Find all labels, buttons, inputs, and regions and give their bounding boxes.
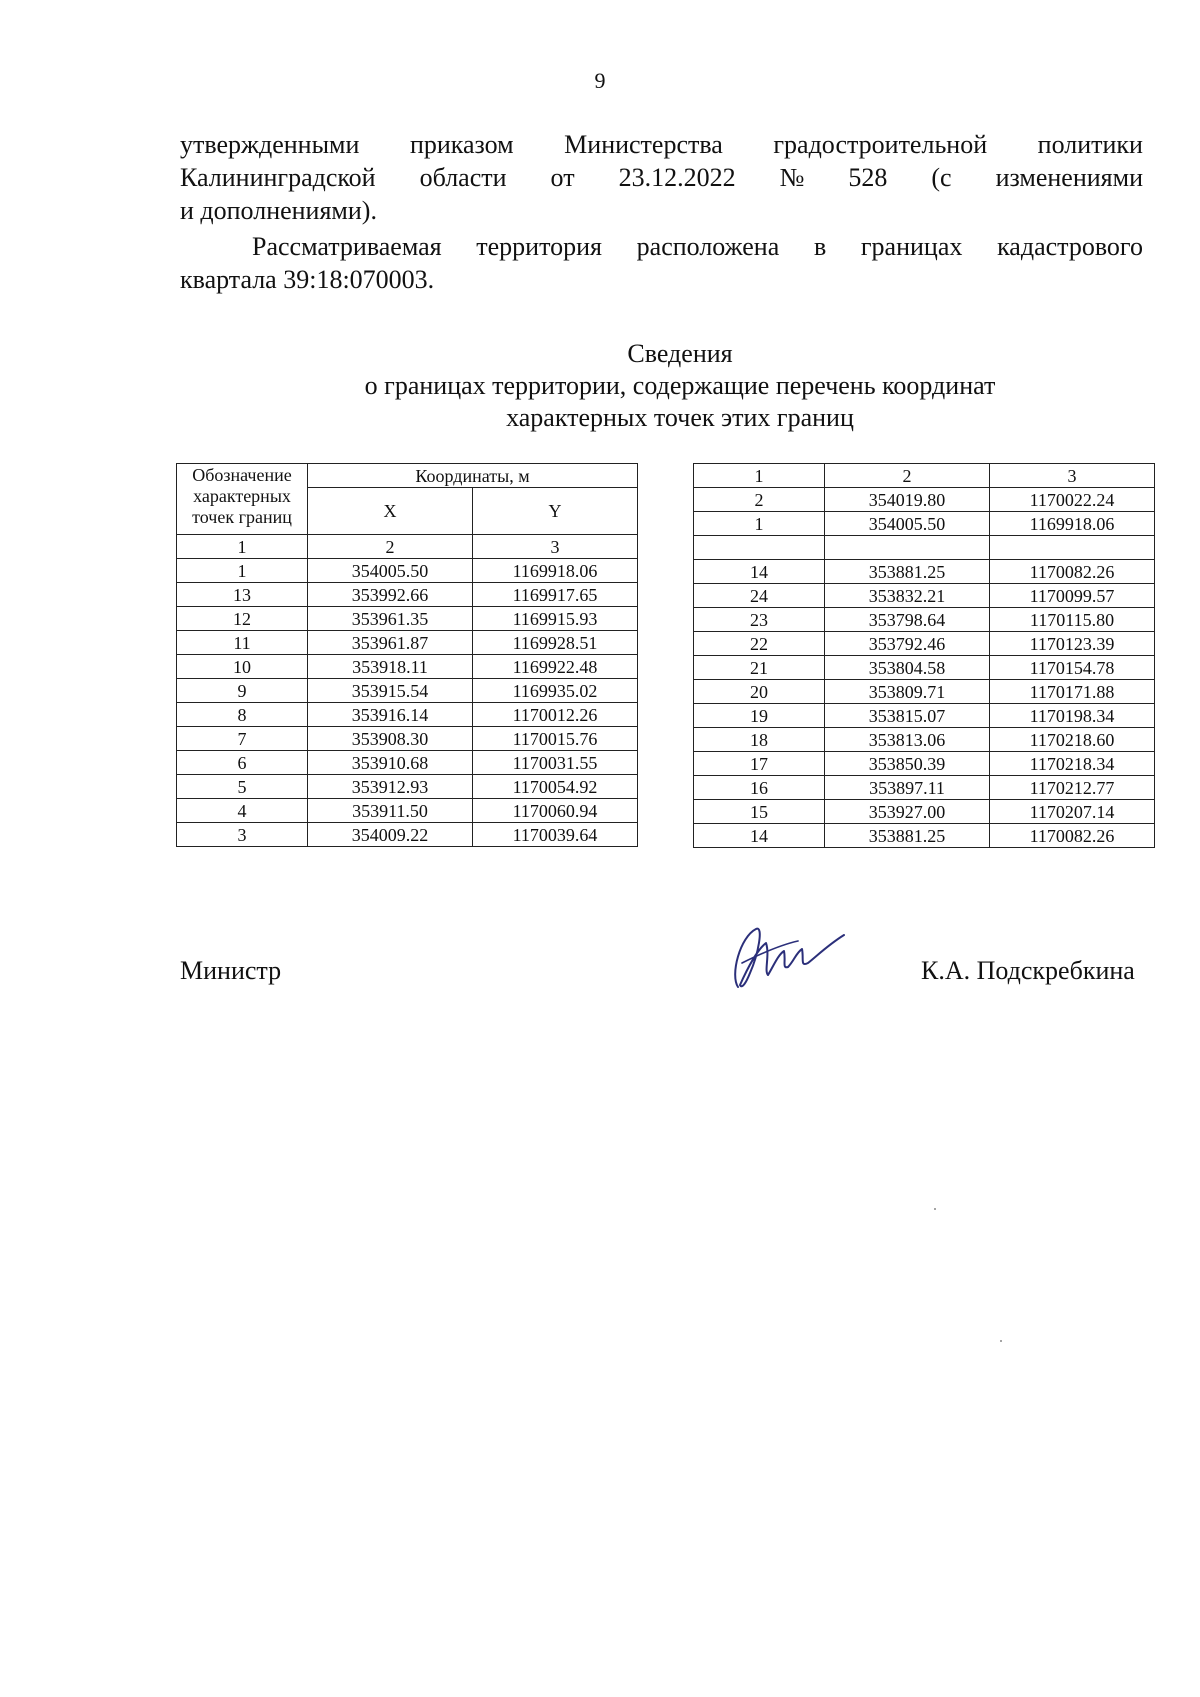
coordinate-y: 1170171.88 xyxy=(990,680,1155,704)
point-number: 14 xyxy=(694,560,825,584)
intro-line-3: и дополнениями). xyxy=(180,196,377,225)
coordinate-x: 353813.06 xyxy=(825,728,990,752)
table-row xyxy=(694,656,1155,680)
table-row xyxy=(694,752,1155,776)
point-number: 20 xyxy=(694,680,825,704)
intro-paragraph xyxy=(180,128,1143,227)
coordinate-y: 1170123.39 xyxy=(990,632,1155,656)
point-number: 21 xyxy=(694,656,825,680)
point-number: 14 xyxy=(694,824,825,848)
coordinate-y: 1169915.93 xyxy=(473,607,638,631)
coordinate-y xyxy=(990,536,1155,560)
point-number: 12 xyxy=(177,607,308,631)
point-number: 16 xyxy=(694,776,825,800)
coordinate-x: 354005.50 xyxy=(308,559,473,583)
coordinate-y: 1170082.26 xyxy=(990,824,1155,848)
point-number: 24 xyxy=(694,584,825,608)
point-number: 1 xyxy=(694,512,825,536)
point-number: 17 xyxy=(694,752,825,776)
coordinates-table-left xyxy=(176,463,638,847)
coordinate-x: 353897.11 xyxy=(825,776,990,800)
table-row xyxy=(177,727,638,751)
table-row xyxy=(177,799,638,823)
coordinate-y: 1170012.26 xyxy=(473,703,638,727)
coordinate-y: 1170212.77 xyxy=(990,776,1155,800)
point-number: 9 xyxy=(177,679,308,703)
table-row xyxy=(177,703,638,727)
column-number: 1 xyxy=(177,535,308,559)
table-row xyxy=(694,488,1155,512)
coordinate-y: 1170022.24 xyxy=(990,488,1155,512)
point-number: 18 xyxy=(694,728,825,752)
scan-speck xyxy=(934,1208,936,1210)
coordinate-y: 1170015.76 xyxy=(473,727,638,751)
coordinate-y: 1169917.65 xyxy=(473,583,638,607)
section-heading xyxy=(180,338,1180,434)
coordinate-y: 1170099.57 xyxy=(990,584,1155,608)
signatory-title: Министр xyxy=(180,956,282,985)
heading-line-2: о границах территории, содержащие перечень координат xyxy=(364,371,996,400)
coordinate-x: 353927.00 xyxy=(825,800,990,824)
table-row xyxy=(177,559,638,583)
coordinate-y: 1170039.64 xyxy=(473,823,638,847)
heading-line-3: характерных точек этих границ xyxy=(506,403,854,432)
table-row xyxy=(694,776,1155,800)
table-row xyxy=(694,800,1155,824)
coordinate-y: 1170031.55 xyxy=(473,751,638,775)
coordinate-y: 1170198.34 xyxy=(990,704,1155,728)
coordinate-x: 353850.39 xyxy=(825,752,990,776)
intro-line-2: Калининградской области от 23.12.2022 № 528 (с изменениями xyxy=(180,163,1143,192)
coordinate-x: 353815.07 xyxy=(825,704,990,728)
table-row xyxy=(177,607,638,631)
coordinate-x: 353918.11 xyxy=(308,655,473,679)
coordinate-x: 353881.25 xyxy=(825,560,990,584)
coordinate-y: 1170115.80 xyxy=(990,608,1155,632)
coordinate-x: 353832.21 xyxy=(825,584,990,608)
intro-line-1: утвержденными приказом Министерства градостроительной политики xyxy=(180,130,1143,159)
point-number: 23 xyxy=(694,608,825,632)
territory-line-1: Рассматриваемая территория расположена в границах кадастрового xyxy=(252,232,1143,261)
point-number: 10 xyxy=(177,655,308,679)
coordinate-x: 353912.93 xyxy=(308,775,473,799)
table-row xyxy=(694,728,1155,752)
table-row xyxy=(694,632,1155,656)
table-row xyxy=(694,680,1155,704)
header-y: Y xyxy=(473,488,638,535)
coordinate-y: 1170218.60 xyxy=(990,728,1155,752)
point-number: 8 xyxy=(177,703,308,727)
coordinate-y: 1170154.78 xyxy=(990,656,1155,680)
page-number: 9 xyxy=(594,68,606,93)
scan-speck xyxy=(1000,1340,1002,1342)
coordinate-y: 1170054.92 xyxy=(473,775,638,799)
coordinate-x: 353911.50 xyxy=(308,799,473,823)
coordinate-x: 354005.50 xyxy=(825,512,990,536)
table-row xyxy=(694,512,1155,536)
table-row xyxy=(694,824,1155,848)
coordinate-y: 1170060.94 xyxy=(473,799,638,823)
coordinate-y: 1169918.06 xyxy=(990,512,1155,536)
column-number: 3 xyxy=(473,535,638,559)
coordinate-x: 353908.30 xyxy=(308,727,473,751)
coordinate-x: 353910.68 xyxy=(308,751,473,775)
table-row xyxy=(177,655,638,679)
table-row xyxy=(177,823,638,847)
point-number: 1 xyxy=(177,559,308,583)
table-row xyxy=(177,751,638,775)
coordinate-y: 1169928.51 xyxy=(473,631,638,655)
territory-paragraph xyxy=(180,230,1143,296)
table-row xyxy=(694,560,1155,584)
point-number: 15 xyxy=(694,800,825,824)
territory-line-2: квартала 39:18:070003. xyxy=(180,265,435,294)
coordinate-x: 353992.66 xyxy=(308,583,473,607)
point-number: 2 xyxy=(694,488,825,512)
column-number: 1 xyxy=(694,464,825,488)
table-row xyxy=(694,584,1155,608)
point-number: 22 xyxy=(694,632,825,656)
handwritten-signature xyxy=(728,915,848,995)
column-number: 2 xyxy=(825,464,990,488)
point-number: 5 xyxy=(177,775,308,799)
coordinate-x: 353915.54 xyxy=(308,679,473,703)
coordinate-y: 1169918.06 xyxy=(473,559,638,583)
coordinate-y: 1169922.48 xyxy=(473,655,638,679)
point-number: 3 xyxy=(177,823,308,847)
table-row xyxy=(177,631,638,655)
point-number: 11 xyxy=(177,631,308,655)
point-number: 19 xyxy=(694,704,825,728)
coordinate-y: 1170218.34 xyxy=(990,752,1155,776)
coordinate-x: 353804.58 xyxy=(825,656,990,680)
column-number: 3 xyxy=(990,464,1155,488)
heading-line-1: Сведения xyxy=(627,339,733,368)
point-number xyxy=(694,536,825,560)
coordinate-x xyxy=(825,536,990,560)
table-row xyxy=(694,608,1155,632)
table-row xyxy=(694,536,1155,560)
coordinate-x: 354019.80 xyxy=(825,488,990,512)
coordinate-x: 353916.14 xyxy=(308,703,473,727)
coordinate-x: 354009.22 xyxy=(308,823,473,847)
point-number: 4 xyxy=(177,799,308,823)
column-number: 2 xyxy=(308,535,473,559)
header-coordinates: Координаты, м xyxy=(308,464,638,488)
coordinate-x: 353961.35 xyxy=(308,607,473,631)
header-point-designation: Обозначение характерных точек границ xyxy=(177,464,308,535)
header-x: X xyxy=(308,488,473,535)
coordinate-x: 353881.25 xyxy=(825,824,990,848)
coordinates-table-right xyxy=(693,463,1155,848)
coordinate-x: 353792.46 xyxy=(825,632,990,656)
coordinate-y: 1169935.02 xyxy=(473,679,638,703)
table-row xyxy=(177,583,638,607)
point-number: 7 xyxy=(177,727,308,751)
table-row xyxy=(177,679,638,703)
coordinate-x: 353961.87 xyxy=(308,631,473,655)
table-row xyxy=(177,775,638,799)
table-row xyxy=(694,704,1155,728)
point-number: 6 xyxy=(177,751,308,775)
point-number: 13 xyxy=(177,583,308,607)
coordinate-y: 1170207.14 xyxy=(990,800,1155,824)
signatory-name: К.А. Подскребкина xyxy=(921,956,1135,985)
coordinate-x: 353809.71 xyxy=(825,680,990,704)
coordinate-y: 1170082.26 xyxy=(990,560,1155,584)
coordinate-x: 353798.64 xyxy=(825,608,990,632)
